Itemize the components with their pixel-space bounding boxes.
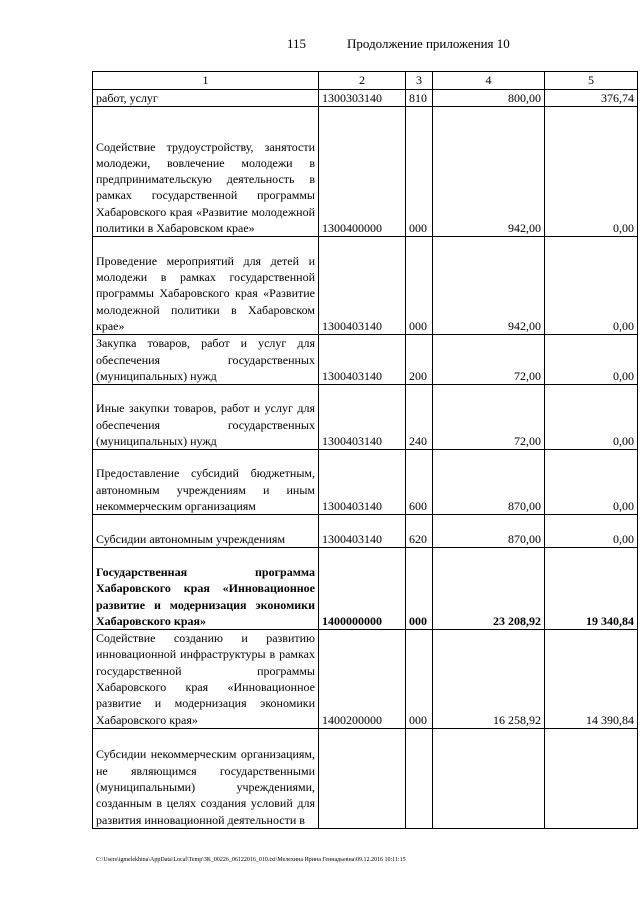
page-number: 115 (287, 36, 307, 51)
row-name: Закупка товаров, работ и услуг для обеспечения государственных (муниципальных) нужд (93, 335, 319, 385)
row-code (319, 728, 406, 828)
row-sum-2: 14 390,84 (545, 630, 638, 729)
row-code: 1300403140 (319, 335, 406, 385)
row-sum-1 (433, 728, 545, 828)
row-code: 1300403140 (319, 515, 406, 548)
row-sum-1: 942,00 (433, 107, 545, 237)
table-row (93, 335, 638, 385)
row-type: 000 (406, 630, 433, 729)
row-sum-2 (545, 728, 638, 828)
row-name: Содействие трудоустройству, занятости молодежи, вовлечение молодежи в предпринимательскую деятельность в рамках государственной программы Хабаровского края «Развитие молодежной политики в Хабаровском крае» (93, 107, 319, 237)
row-name: Предоставление субсидий бюджетным, автономным учреждениям и иным некоммерческим организациям (93, 450, 319, 515)
row-type: 620 (406, 515, 433, 548)
column-header-4: 4 (433, 72, 545, 90)
row-type: 000 (406, 237, 433, 335)
row-code: 1300403140 (319, 237, 406, 335)
row-sum-2: 0,00 (545, 515, 638, 548)
row-type: 810 (406, 90, 433, 107)
row-type: 200 (406, 335, 433, 385)
row-type: 000 (406, 107, 433, 237)
row-name: Иные закупки товаров, работ и услуг для обеспечения государственных (муниципальных) нужд (93, 385, 319, 450)
row-name: Проведение мероприятий для детей и молодежи в рамках государственной программы Хабаровского края «Развитие молодежной политики в Хабаровском крае» (93, 237, 319, 335)
row-sum-2: 0,00 (545, 237, 638, 335)
row-code: 1400200000 (319, 630, 406, 729)
row-sum-1: 72,00 (433, 385, 545, 450)
row-sum-1: 870,00 (433, 515, 545, 548)
table-row (93, 107, 638, 237)
column-header-1: 1 (93, 72, 319, 90)
budget-table (92, 71, 638, 829)
row-sum-2: 0,00 (545, 107, 638, 237)
row-sum-2: 19 340,84 (545, 548, 638, 630)
table-row (93, 515, 638, 548)
row-code: 1300400000 (319, 107, 406, 237)
row-name: Субсидии автономным учреждениям (93, 515, 319, 548)
table-row (93, 728, 638, 828)
row-name: работ, услуг (93, 90, 319, 107)
table-row (93, 450, 638, 515)
column-header-3: 3 (406, 72, 433, 90)
row-code: 1400000000 (319, 548, 406, 630)
row-sum-1: 800,00 (433, 90, 545, 107)
row-type: 000 (406, 548, 433, 630)
row-sum-1: 16 258,92 (433, 630, 545, 729)
table-header-row (93, 72, 638, 90)
row-code: 1300403140 (319, 385, 406, 450)
row-type: 240 (406, 385, 433, 450)
row-sum-2: 0,00 (545, 385, 638, 450)
row-name: Государственная программа Хабаровского края «Инновационное развитие и модернизация экономики Хабаровского края» (93, 548, 319, 630)
row-code: 1300403140 (319, 450, 406, 515)
footer-file-path: C:\Users\igmelekhina\AppData\Local\Temp\ЗК_00226_06122016_010.txt\Мелехина Ирина Геннадьевна\09.12.2016 10:11:15 (96, 857, 406, 863)
row-sum-2: 0,00 (545, 335, 638, 385)
row-sum-1: 23 208,92 (433, 548, 545, 630)
row-sum-1: 942,00 (433, 237, 545, 335)
continuation-title: Продолжение приложения 10 (347, 36, 510, 51)
table-row (93, 90, 638, 107)
row-type: 600 (406, 450, 433, 515)
row-sum-2: 376,74 (545, 90, 638, 107)
column-header-5: 5 (545, 72, 638, 90)
column-header-2: 2 (319, 72, 406, 90)
row-name: Субсидии некоммерческим организациям, не являющимся государственными (муниципальными) учреждениями, созданным в целях создания условий для развития инновационной деятельности в (93, 728, 319, 828)
table-row (93, 548, 638, 630)
row-name: Содействие созданию и развитию инновационной инфраструктуры в рамках государственной программы Хабаровского края «Инновационное развитие и модернизация экономики Хабаровского края» (93, 630, 319, 729)
row-type (406, 728, 433, 828)
table-row (93, 237, 638, 335)
table-row (93, 385, 638, 450)
row-code: 1300303140 (319, 90, 406, 107)
row-sum-2: 0,00 (545, 450, 638, 515)
row-sum-1: 870,00 (433, 450, 545, 515)
row-sum-1: 72,00 (433, 335, 545, 385)
table-row (93, 630, 638, 729)
